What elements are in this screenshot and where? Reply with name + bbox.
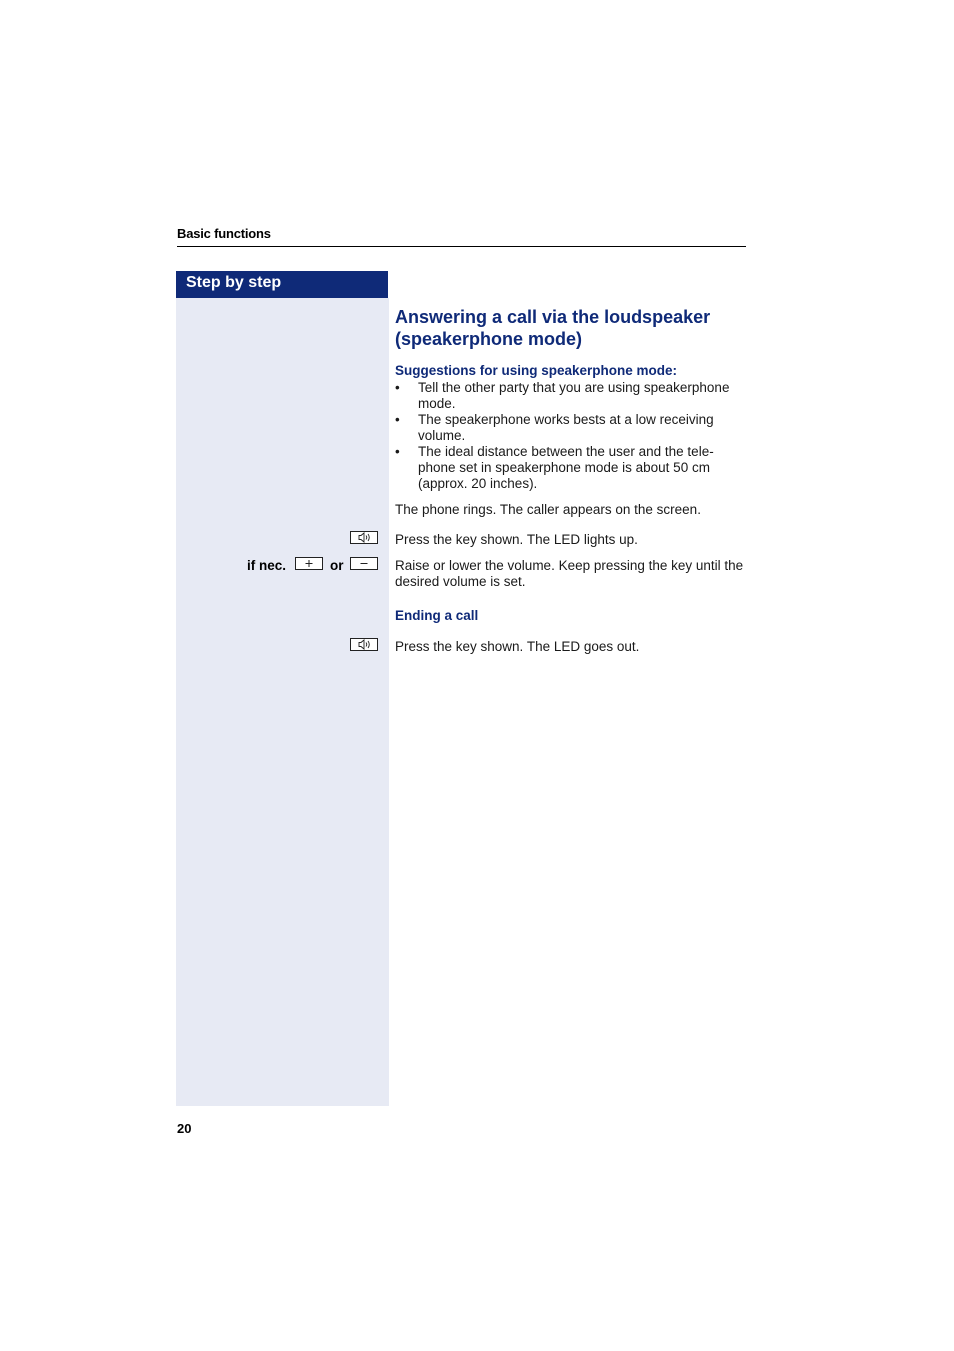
volume-text: Raise or lower the volume. Keep pressing the key until the desired volume is set. xyxy=(395,558,744,589)
header-divider xyxy=(177,246,746,247)
sidebar-column xyxy=(176,298,389,1106)
sidebar-title: Step by step xyxy=(186,274,282,291)
speaker-icon xyxy=(351,639,377,650)
phone-rings-text: The phone rings. The caller appears on the screen. xyxy=(395,502,701,517)
page-title: Answering a call via the loudspeaker (speakerphone mode) xyxy=(395,307,711,349)
list-item xyxy=(395,380,747,412)
speaker-key xyxy=(350,531,378,544)
page-number: 20 xyxy=(177,1121,192,1136)
volume-up-key xyxy=(295,557,323,570)
list-item-text: The speakerphone works bests at a low receiving volume. xyxy=(418,412,714,443)
suggestions-list xyxy=(395,380,747,492)
or-label: or xyxy=(330,558,344,573)
volume-down-key xyxy=(350,557,378,570)
section-header: Basic functions xyxy=(177,226,271,241)
list-item xyxy=(395,444,747,492)
ending-call-heading: Ending a call xyxy=(395,608,479,623)
bullet-icon: • xyxy=(395,412,400,427)
plus-icon xyxy=(296,558,322,569)
if-nec-label: if nec. xyxy=(247,558,287,573)
list-item-text: The ideal distance between the user and the tele-phone set in speakerphone mode is about 50 cm (approx. 20 inches). xyxy=(418,444,714,491)
end-press-text: Press the key shown. The LED goes out. xyxy=(395,639,640,654)
speaker-icon xyxy=(351,532,377,543)
minus-icon xyxy=(351,558,377,569)
list-item-text: Tell the other party that you are using speakerphone mode. xyxy=(418,380,730,411)
press-key-text: Press the key shown. The LED lights up. xyxy=(395,532,638,547)
bullet-icon: • xyxy=(395,380,400,395)
speaker-key xyxy=(350,638,378,651)
suggestions-heading: Suggestions for using speakerphone mode: xyxy=(395,363,678,378)
list-item xyxy=(395,412,747,444)
bullet-icon: • xyxy=(395,444,400,459)
